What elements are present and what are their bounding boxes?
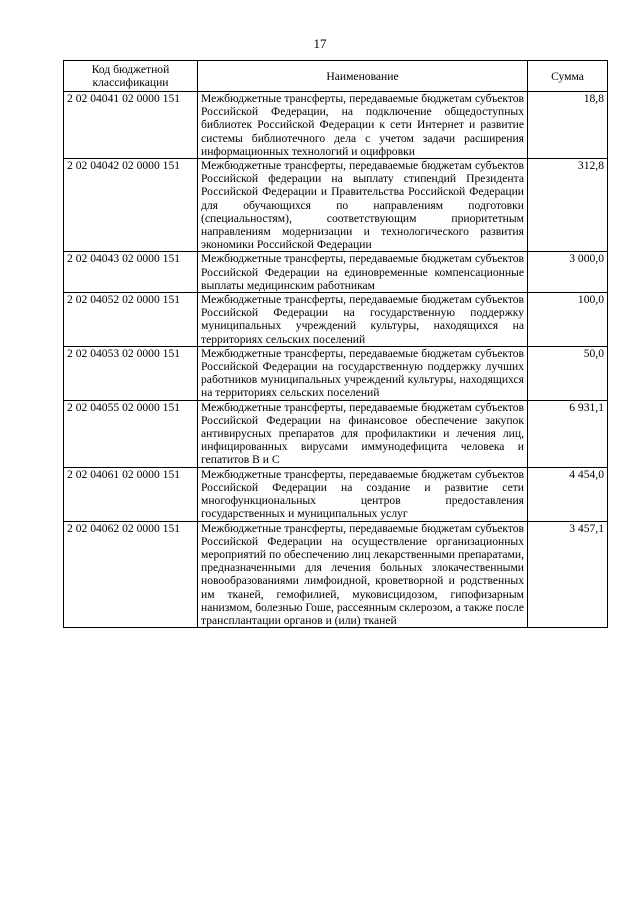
- row-code: 2 02 04062 02 0000 151: [64, 521, 198, 628]
- row-sum: 4 454,0: [528, 467, 608, 521]
- table-header-row: [64, 61, 608, 92]
- budget-table: [63, 60, 608, 628]
- row-code: 2 02 04041 02 0000 151: [64, 92, 198, 159]
- table-row: [64, 252, 608, 293]
- table-row: [64, 293, 608, 347]
- row-sum: 18,8: [528, 92, 608, 159]
- row-sum: 3 000,0: [528, 252, 608, 293]
- row-code: 2 02 04052 02 0000 151: [64, 293, 198, 347]
- row-name: Межбюджетные трансферты, передаваемые бюджетам субъектов Российской Федерации на осуществление организационных мероприятий по обеспечению лиц лекарственными препаратами, предназначенными для лечения больных злокачественными новообразованиями лимфоидной, кроветворной и родственных им тканей, гемофилией, муковисцидозом, гипофизарным нанизмом, болезнью Гоше, рассеянным склерозом, а также после трансплантации органов и (или) тканей: [198, 521, 528, 628]
- page-number: 17: [313, 36, 327, 51]
- row-code: 2 02 04061 02 0000 151: [64, 467, 198, 521]
- row-code: 2 02 04055 02 0000 151: [64, 400, 198, 467]
- row-name: Межбюджетные трансферты, передаваемые бюджетам субъектов Российской Федерации, на подключение общедоступных библиотек Российской Федерации к сети Интернет и развитие системы библиотечного дела с учетом задачи расширения информационных технологий и оцифровки: [198, 92, 528, 159]
- row-sum: 50,0: [528, 346, 608, 400]
- table-row: [64, 467, 608, 521]
- row-name: Межбюджетные трансферты, передаваемые бюджетам субъектов Российской Федерации на создание и развитие сети многофункциональных центров предоставления государственных и муниципальных услуг: [198, 467, 528, 521]
- row-name: Межбюджетные трансферты, передаваемые бюджетам субъектов Российской федерации на выплату стипендий Президента Российской Федерации и Правительства Российской Федерации для обучающихся по направлениям подготовки (специальностям), соответствующим приоритетным направлениям модернизации и технологического развития экономики Российской Федерации: [198, 159, 528, 252]
- row-name: Межбюджетные трансферты, передаваемые бюджетам субъектов Российской Федерации на единовременные компенсационные выплаты медицинским работникам: [198, 252, 528, 293]
- row-code: 2 02 04042 02 0000 151: [64, 159, 198, 252]
- row-sum: 6 931,1: [528, 400, 608, 467]
- header-name: Наименование: [198, 61, 528, 92]
- row-sum: 100,0: [528, 293, 608, 347]
- table-row: [64, 521, 608, 628]
- row-name: Межбюджетные трансферты, передаваемые бюджетам субъектов Российской Федерации на финансовое обеспечение закупок антивирусных препаратов для профилактики и лечения лиц, инфицированных вирусами иммунодефицита человека и гепатитов B и C: [198, 400, 528, 467]
- table-row: [64, 400, 608, 467]
- row-sum: 3 457,1: [528, 521, 608, 628]
- row-name: Межбюджетные трансферты, передаваемые бюджетам субъектов Российской Федерации на государственную поддержку лучших работников муниципальных учреждений культуры, находящихся на территориях сельских поселений: [198, 346, 528, 400]
- row-code: 2 02 04053 02 0000 151: [64, 346, 198, 400]
- header-code: Код бюджетной классификации: [64, 61, 198, 92]
- table-row: [64, 346, 608, 400]
- header-sum: Сумма: [528, 61, 608, 92]
- table-row: [64, 92, 608, 159]
- table-row: [64, 159, 608, 252]
- row-code: 2 02 04043 02 0000 151: [64, 252, 198, 293]
- row-name: Межбюджетные трансферты, передаваемые бюджетам субъектов Российской Федерации на государственную поддержку муниципальных учреждений культуры, находящихся на территориях сельских поселений: [198, 293, 528, 347]
- row-sum: 312,8: [528, 159, 608, 252]
